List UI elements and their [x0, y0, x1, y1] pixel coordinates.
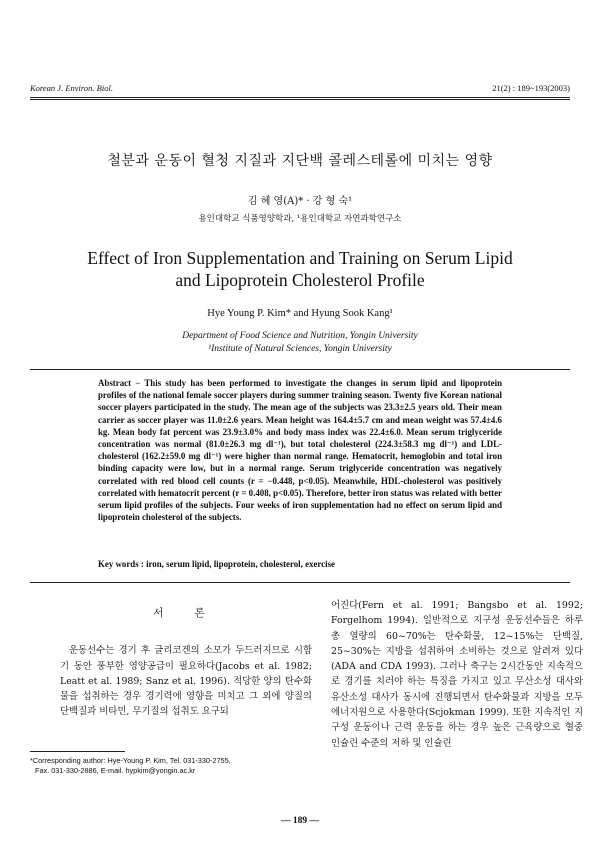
english-title: [30, 247, 570, 291]
keywords: Key words : iron, serum lipid, lipoprotein, cholesterol, exercise: [98, 559, 335, 569]
abstract-label: Abstract: [98, 378, 132, 388]
abstract: [98, 377, 502, 523]
body-left-column: [60, 602, 312, 720]
running-header: [30, 83, 570, 97]
abstract-top-rule: [30, 369, 570, 370]
volume-pages: 21(2) : 189~193(2003): [492, 83, 570, 93]
right-paragraph: 어진다(Fern et al. 1991; Bangsbo et al. 1992; Forgelhom 1994). 일반적으로 지구성 운동선수들은 하루 총 열량의 60~70%는 탄수화물, 12~15%는 단백질, 25~30%는 지방을 섭취하여 소비하는 것으로 알려져 있다(ADA and CDA 1993). 그러나 축구는 2시간동안 지속적으로 경기를 치러야 하는 특징을 가지고 있고 무산소성 대사와 유산소성 대사가 동시에 진행되면서 탄수화물과 지방을 모두 에너지원으로 사용한다(Scjokman 1999). 또한 지속적인 지구성 운동이나 근력 운동을 하는 경우 높은 근육량으로 혈중 인슐린 수준의 저하 및 인슐린: [331, 600, 583, 749]
affiliation-line-2: ¹Institute of Natural Sciences, Yongin University: [208, 344, 392, 354]
footnote-line-1: *Corresponding author: Hye-Young P. Kim, Tel. 031-330-2755,: [30, 756, 231, 765]
header-rule: [30, 97, 570, 98]
english-authors: Hye Young P. Kim* and Hyung Sook Kang¹: [207, 308, 393, 319]
body-right-column: [331, 598, 583, 751]
footnote-line-2: Fax. 031-330-2886, E-mail. hypkim@yongin.ac.kr: [35, 766, 196, 775]
english-title-line-1: Effect of Iron Supplementation and Training on Serum Lipid: [87, 248, 513, 268]
header-rule-thin: [30, 99, 570, 100]
page-number: — 189 —: [281, 816, 319, 826]
english-title-line-2: and Lipoprotein Cholesterol Profile: [175, 270, 425, 290]
left-paragraph: 운동선수는 경기 후 글리코겐의 소모가 두드러지므로 시합기 동안 풍부한 영양공급이 필요하다(Jacobs et al. 1982; Leatt et al. 1989; Sanz et al. 1996). 적당한 양의 탄수화물을 섭취하는 경우 경기력에 영향을 미치고 그 외에 양질의 단백질과 비타민, 무기질의 섭취도 요구되: [60, 645, 312, 718]
abstract-text: − This study has been performed to investigate the changes in serum lipid and lipoprotein profiles of the national female soccer players during summer training season. Twenty five Korean national soccer players participated in the study. The mean age of the subjects was 23.3±2.5 years old. Their mean carrier as soccer player was 11.0±2.6 years. Mean height was 164.4±5.7 cm and mean weight was 57.4±4.6 kg. Mean body fat percent was 23.9±3.0% and body mass index was 22.4±6.0. Mean serum triglyceride concentration was normal (81.0±26.3 mg dl⁻¹), but total cholesterol (224.3±58.3 mg dl⁻¹) and LDL-cholesterol (162.2±59.0 mg dl⁻¹) were higher than normal range. Hematocrit, hemoglobin and total iron binding capacity were low, but in a normal range. Serum triglyceride concentration was negatively correlated with red blood cell counts (r = −0.448, p<0.05). Meanwhile, HDL-cholesterol was positively correlated with hematocrit percent (r = 0.408, p<0.05). Therefore, better iron status was related with better serum lipid profiles of the subjects. Four weeks of iron supplementation had no effect on serum lipid and lipoprotein cholesterol of the subjects.: [98, 378, 502, 523]
korean-authors: 김 혜 영(A)* · 강 형 숙¹: [247, 196, 353, 207]
abstract-bottom-rule: [30, 582, 570, 583]
korean-affiliation: 용인대학교 식품영양학과, ¹용인대학교 자연과학연구소: [198, 214, 402, 224]
footnote-rule: [30, 751, 125, 752]
korean-title: 철분과 운동이 혈청 지질과 지단백 콜레스테롤에 미치는 영향: [107, 153, 493, 169]
english-affiliation: [30, 330, 570, 356]
footnote: [30, 756, 231, 776]
affiliation-line-1: Department of Food Science and Nutrition, Yongin University: [182, 331, 418, 341]
section-heading: 서 론: [153, 607, 219, 619]
journal-name: Korean J. Environ. Biol.: [30, 83, 113, 93]
